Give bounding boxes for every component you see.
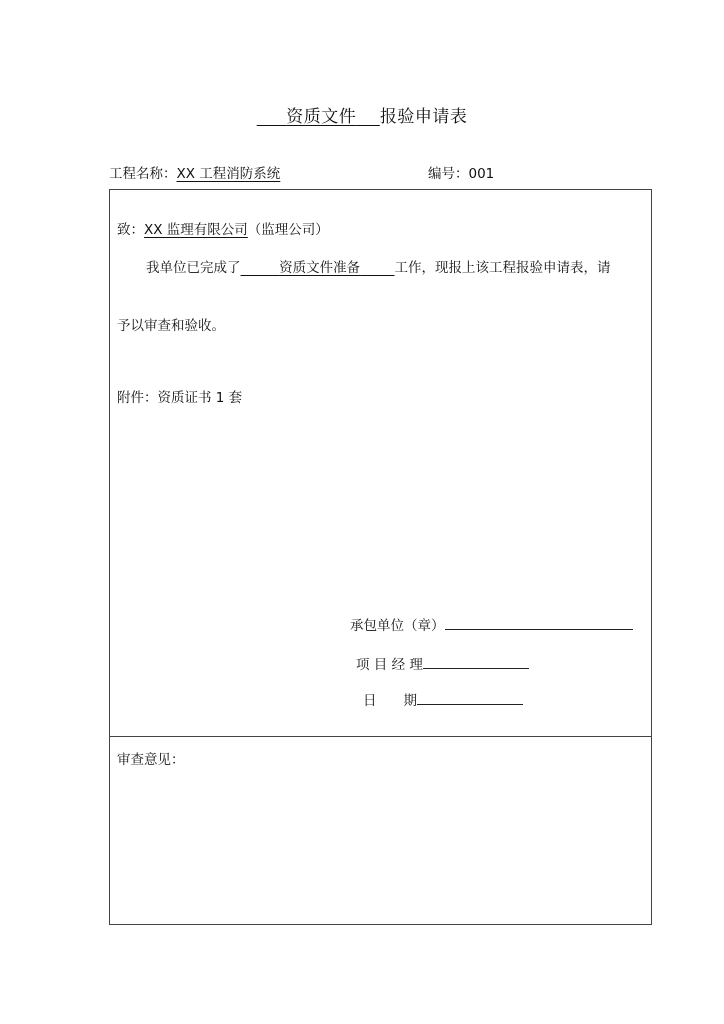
statement-line-1 — [146, 256, 610, 276]
attachment-line — [117, 386, 242, 406]
contractor-label: 承包单位（章） — [350, 618, 445, 634]
project-name-line — [109, 162, 280, 182]
document-number-label: 编号： — [428, 166, 469, 182]
project-name-value: XX 工程消防系统 — [176, 166, 281, 182]
statement-line-2: 予以审查和验收。 — [117, 318, 225, 334]
date-blank — [417, 690, 523, 705]
review-opinion-label: 审查意见： — [117, 752, 185, 768]
section-divider — [110, 736, 651, 737]
contractor-signature-line — [350, 614, 633, 634]
title-document-name: 资质文件 — [286, 107, 357, 127]
attachment-value: 资质证书 1 套 — [157, 390, 243, 406]
project-manager-label: 项 目 经 理 — [356, 657, 423, 673]
form-box — [109, 189, 652, 925]
statement-suffix: 工作，现报上该工程报验申请表，请 — [394, 260, 611, 276]
page-title — [0, 102, 724, 127]
recipient-suffix: （监理公司） — [247, 222, 329, 238]
recipient-value: XX 监理有限公司 — [144, 222, 248, 238]
document-number-line — [428, 162, 494, 182]
title-suffix: 报验申请表 — [379, 107, 468, 127]
project-name-label: 工程名称： — [109, 166, 177, 182]
contractor-blank — [445, 615, 633, 630]
date-line — [363, 689, 523, 709]
statement-prefix: 我单位已完成了 — [146, 260, 241, 276]
attachment-label: 附件： — [117, 390, 158, 406]
document-number-value: 001 — [468, 166, 495, 182]
recipient-line — [117, 218, 329, 238]
date-label: 日 期 — [363, 693, 417, 709]
project-manager-line — [356, 653, 529, 673]
recipient-label: 致： — [117, 222, 144, 238]
statement-fill-in: 资质文件准备 — [279, 260, 361, 276]
project-manager-blank — [423, 654, 529, 669]
